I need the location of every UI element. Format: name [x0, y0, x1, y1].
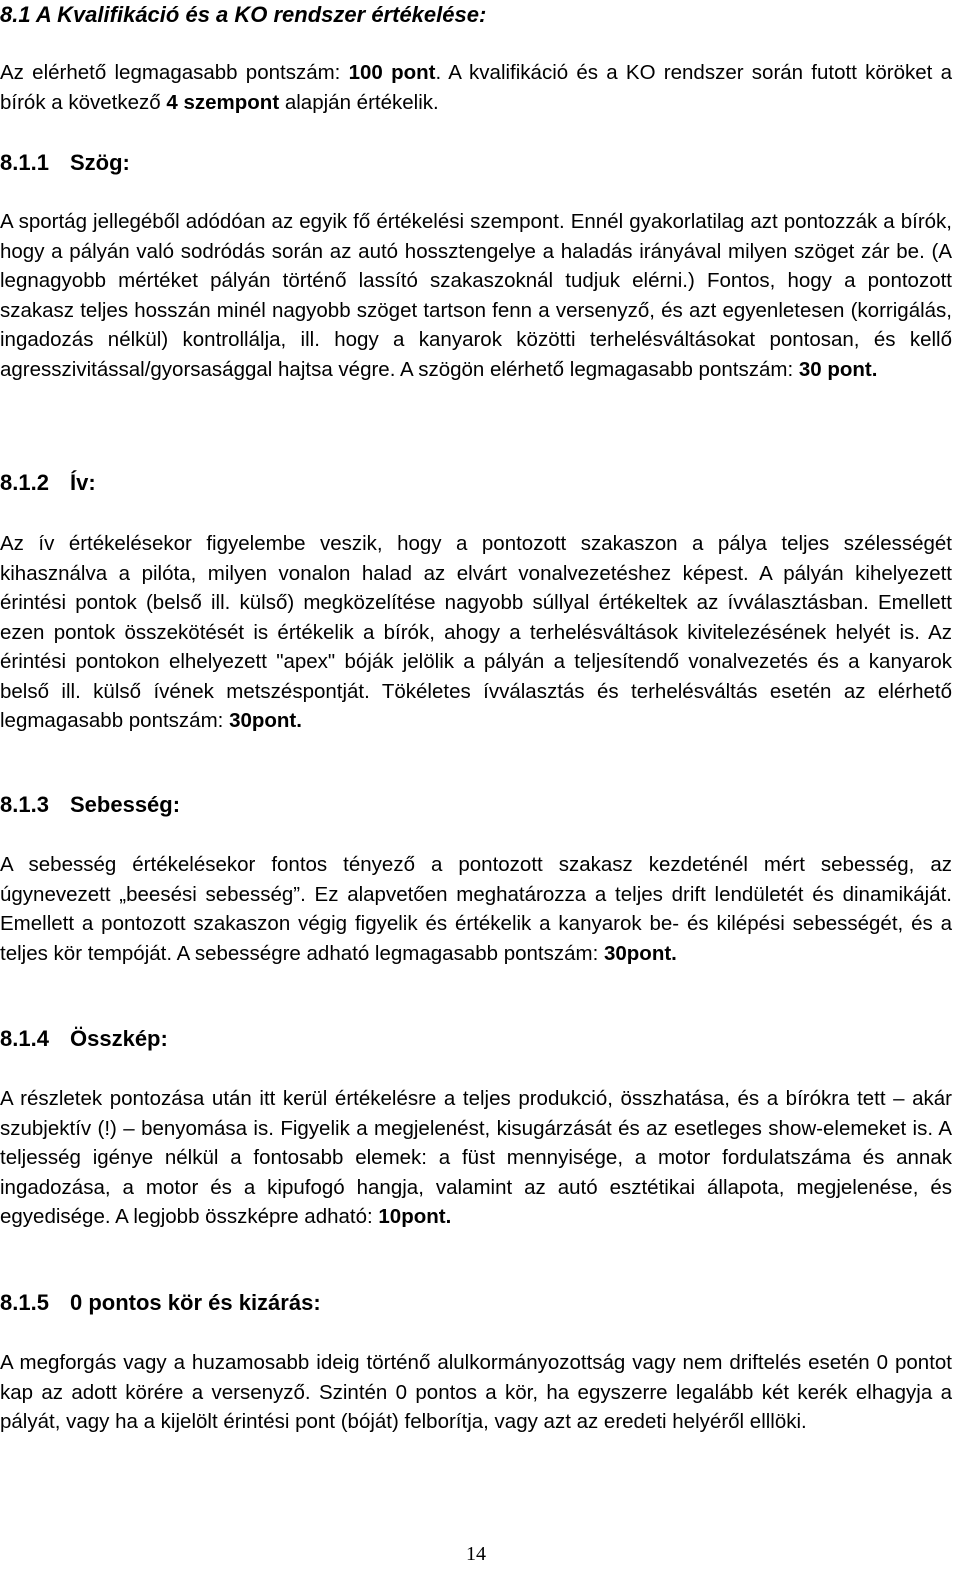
body-points: 30 pont. [798, 357, 878, 381]
body-text: Az ív értékelésekor figyelembe veszik, hogy a pontozott szakaszon a pálya teljes szélességét kihasználva a pilóta, milyen vonalon halad az elvárt vonalvezetéshez képest. A pályán kihelyezett érintési pontok (belső ill. külső) megközelítése nagyobb súllyal értékeltek az ívválasztásban. Emellett ezen pontok összekötését is értékelik a bírók, ahogy a terhelésváltások kivitelezésének helyét is. Az érintési pontokon elhelyezett "apex" bóják jelölik a pályán a teljesítendő vonalvezetés és a kanyarok belső ill. külső ívének metszéspontját. Tökéletes ívválasztás és terhelésváltás esetén az elérhető legmagasabb pontszám: [0, 532, 952, 732]
body-points: 30pont. [603, 941, 677, 965]
subsection-body-sebesseg [0, 850, 952, 968]
subsection-number: 8.1.5 [0, 1290, 49, 1315]
page-number: 14 [466, 1543, 486, 1565]
intro-text-3: alapján értékelik. [279, 90, 439, 114]
subsection-title: Sebesség: [70, 792, 181, 817]
intro-text-1: Az elérhető legmagasabb pontszám: [0, 61, 349, 84]
subsection-number: 8.1.2 [0, 470, 49, 495]
subsection-heading-osszkep [0, 1024, 168, 1054]
subsection-body-szog [0, 207, 952, 384]
subsection-number: 8.1.4 [0, 1026, 49, 1051]
body-points: 30pont. [229, 709, 302, 732]
subsection-number: 8.1.1 [0, 150, 49, 175]
intro-text-2: . A kvalifikáció és a KO rendszer során futott köröket a bírók a következő [0, 61, 952, 114]
subsection-body-iv [0, 529, 952, 736]
subsection-title: Szög: [70, 150, 130, 175]
subsection-body-kizaras [0, 1348, 952, 1437]
body-points: 10pont. [378, 1205, 452, 1228]
subsection-title: 0 pontos kör és kizárás: [70, 1290, 321, 1315]
subsection-title: Ív: [70, 470, 96, 495]
intro-paragraph [0, 58, 952, 117]
subsection-heading-kizaras [0, 1288, 321, 1318]
subsection-heading-sebesseg [0, 790, 180, 820]
body-text: A sebesség értékelésekor fontos tényező a pontozott szakasz kezdeténél mért sebesség, az úgynevezett „beesési sebesség”. Ez alapvetően meghatározza a teljes drift lendületét és dinamikáját. Emellett a pontozott szakaszon végig figyelik és értékelik a kanyarok be- és kilépési sebességét, és a teljes kör tempóját. A sebességre adható legmagasabb pontszám: [0, 853, 952, 965]
section-title: 8.1 A Kvalifikáció és a KO rendszer értékelése: [0, 2, 487, 27]
body-text: A sportág jellegéből adódóan az egyik fő értékelési szempont. Ennél gyakorlatilag azt pontozzák a bírók, hogy a pályán való sodródás során az autó hossztengelye a haladás irányával milyen szöget zár be. (A legnagyobb mértéket pályán történő lassító szakaszoknál tudjuk elérni.) Fontos, hogy a pontozott szakasz teljes hosszán minél nagyobb szöget tartson fenn a versenyző, és azt egyenletesen (korrigálás, ingadozás nélkül) kontrollálja, ill. hogy a kanyarok közötti terhelésváltásokat pontosan, és kellő agresszivitással/gyorsasággal hajtsa végre. A szögön elérhető legmagasabb pontszám: [0, 210, 952, 381]
intro-bold-1: 100 pont [348, 61, 436, 84]
subsection-number: 8.1.3 [0, 792, 49, 817]
subsection-heading-szog [0, 148, 130, 178]
body-text: A megforgás vagy a huzamosabb ideig történő alulkormányozottság vagy nem driftelés esetén 0 pontot kap az adott körére a versenyző. Szintén 0 pontos a kör, ha egyszerre legalább két kerék elhagyja a pályát, vagy ha a kijelölt érintési pont (bóját) felborítja, vagy azt az eredeti helyéről elllöki. [0, 1351, 952, 1433]
subsection-body-osszkep [0, 1084, 952, 1232]
subsection-title: Összkép: [70, 1026, 168, 1051]
body-text: A részletek pontozása után itt kerül értékelésre a teljes produkció, összhatása, és a bírókra tett – akár szubjektív (!) – benyomása is. Figyelik a megjelenést, kisugárzását és az esetleges show-elemeket is. A teljesség igénye nélkül a fontosabb elemek: a füst mennyisége, a motor fordulatszáma és annak ingadozása, a motor és a kipufogó hangja, valamint az autó esztétikai állapota, megjelenése, és egyedisége. A legjobb összképre adható: [0, 1087, 952, 1228]
subsection-heading-iv [0, 468, 96, 498]
intro-bold-2: 4 szempont [166, 90, 280, 114]
